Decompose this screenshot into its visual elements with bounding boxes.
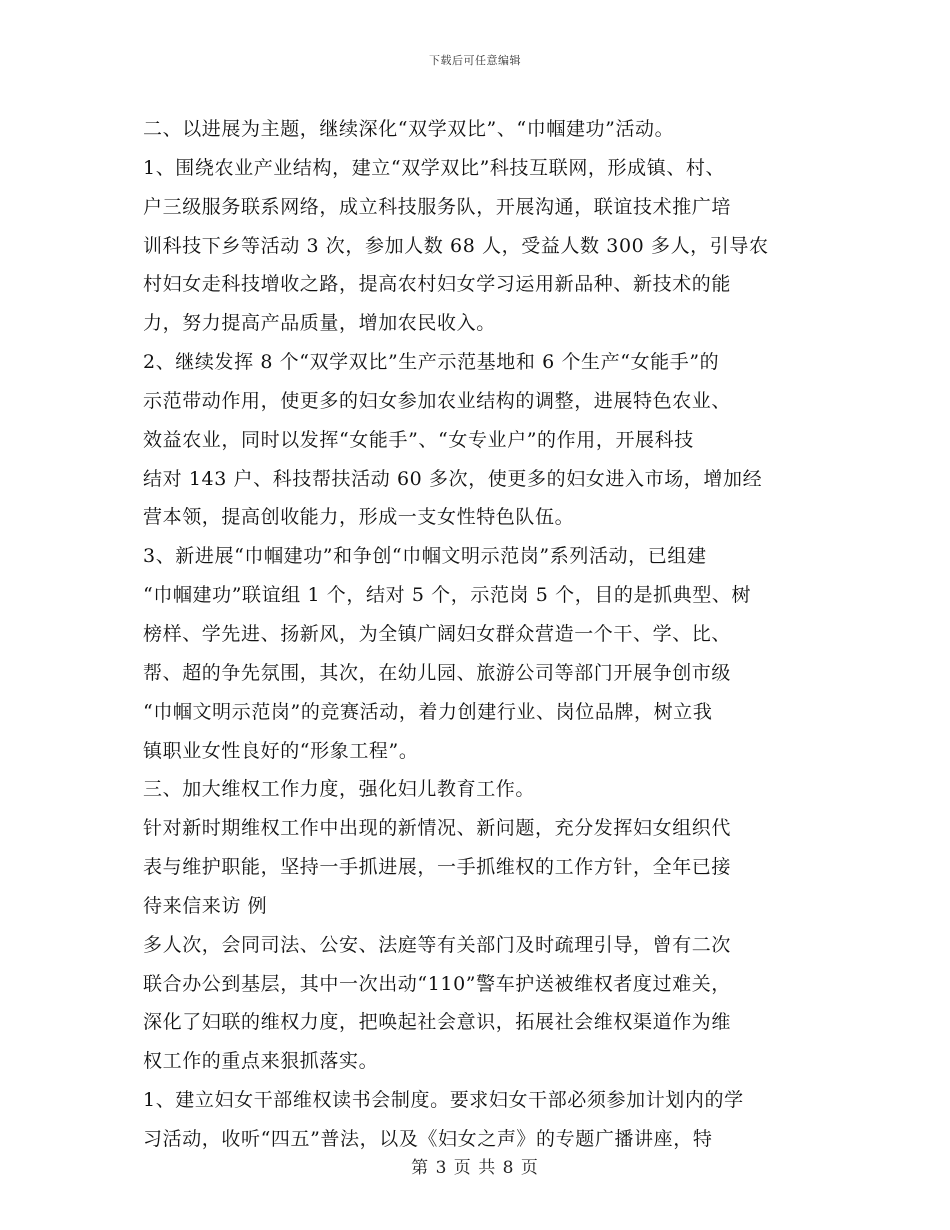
- text-line: 3、新进展“巾帼建功”和争创“巾帼文明示范岗”系列活动，已组建: [143, 545, 707, 568]
- text-line: 三、加大维权工作力度，强化妇儿教育工作。: [143, 778, 536, 801]
- text-line: 待来信来访 例: [143, 894, 268, 917]
- text-line: 示范带动作用，使更多的妇女参加农业结构的调整，进展特色农业、: [143, 389, 732, 412]
- text-line: 1、建立妇女干部维权读书会制度。要求妇女干部必须参加计划内的学: [143, 1089, 744, 1112]
- text-line: “巾帼建功”联谊组 1 个，结对 5 个，示范岗 5 个，目的是抓典型、树: [143, 584, 752, 607]
- text-line: 针对新时期维权工作中出现的新情况、新问题，充分发挥妇女组织代: [143, 817, 732, 840]
- document-body: [143, 110, 813, 1159]
- text-line: 联合办公到基层，其中一次出动“110”警车护送被维权者度过难关，: [143, 972, 731, 995]
- page-footer: 第 3 页 共 8 页: [411, 1158, 539, 1178]
- text-line: 镇职业女性良好的“形象工程”。: [143, 739, 419, 762]
- text-line: 多人次，会同司法、公安、法庭等有关部门及时疏理引导，曾有二次: [143, 933, 732, 956]
- text-line: 表与维护职能，坚持一手抓进展，一手抓维权的工作方针，全年已接: [143, 856, 732, 879]
- text-line: 深化了妇联的维权力度，把唤起社会意识，拓展社会维权渠道作为维: [143, 1011, 732, 1034]
- page-header: 下载后可任意编辑: [429, 54, 521, 67]
- text-line: 户三级服务联系网络，成立科技服务队，开展沟通，联谊技术推广培: [143, 195, 732, 218]
- text-line: 习活动，收听“四五”普法，以及《妇女之声》的专题广播讲座，特: [143, 1127, 713, 1150]
- text-line: 营本领，提高创收能力，形成一支女性特色队伍。: [143, 506, 575, 529]
- text-line: 训科技下乡等活动 3 次，参加人数 68 人，受益人数 300 多人，引导农: [143, 234, 769, 257]
- text-line: 村妇女走科技增收之路，提高农村妇女学习运用新品种、新技术的能: [143, 273, 732, 296]
- text-line: 二、以进展为主题，继续深化“双学双比”、“巾帼建功”活动。: [143, 118, 675, 140]
- text-line: 1、围绕农业产业结构，建立“双学双比”科技互联网，形成镇、村、: [143, 156, 726, 179]
- text-line: 帮、超的争先氛围，其次，在幼儿园、旅游公司等部门开展争创市级: [143, 661, 732, 684]
- text-line: 权工作的重点来狠抓落实。: [143, 1050, 379, 1073]
- text-line: 力，努力提高产品质量，增加农民收入。: [143, 312, 496, 335]
- text-line: 榜样、学先进、扬新风，为全镇广阔妇女群众营造一个干、学、比、: [143, 622, 732, 645]
- text-line: 2、继续发挥 8 个“双学双比”生产示范基地和 6 个生产“女能手”的: [143, 351, 720, 374]
- text-line: 效益农业，同时以发挥“女能手”、“女专业户”的作用，开展科技: [143, 428, 694, 451]
- text-line: “巾帼文明示范岗”的竞赛活动，着力创建行业、岗位品牌，树立我: [143, 700, 713, 723]
- text-line: 结对 143 户、科技帮扶活动 60 多次，使更多的妇女进入市场，增加经: [143, 467, 763, 490]
